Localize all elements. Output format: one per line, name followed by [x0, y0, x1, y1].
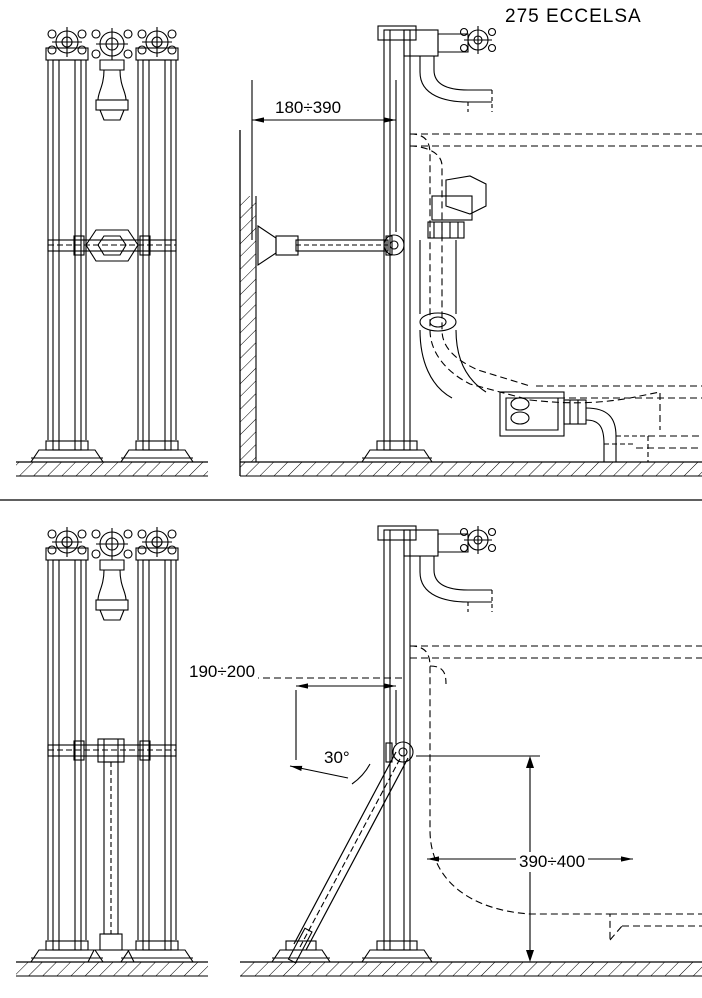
dimension-angle-30: 30°: [324, 748, 350, 767]
drawing-title: 275 ECCELSA: [505, 6, 642, 27]
dimension-190-200: 190÷200: [186, 662, 258, 682]
dimension-180-390: 180÷390: [272, 98, 344, 118]
dimension-390-400: 390÷400: [516, 852, 588, 872]
